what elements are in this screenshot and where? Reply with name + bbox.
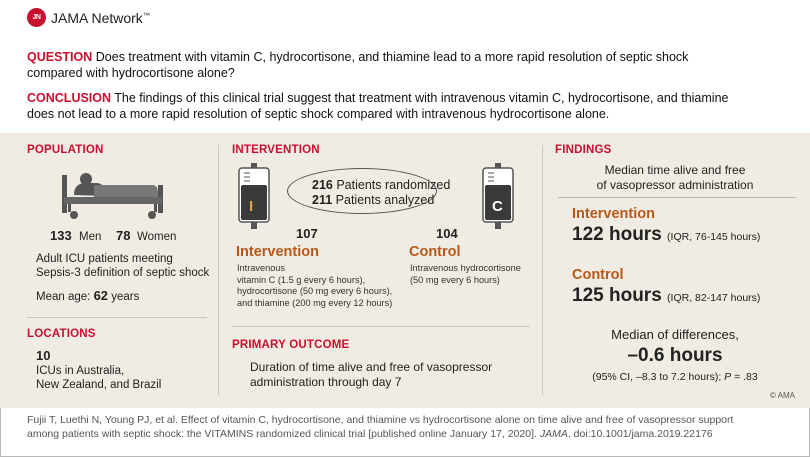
conclusion-line-1: The findings of this clinical trial suggest that treatment with intravenous vitamin C, hydrocortisone, and thiamine: [114, 91, 729, 105]
conclusion-line-2: does not lead to a more rapid resolution of septic shock compared with intravenous hydrocortisone alone.: [27, 107, 610, 121]
question-label: QUESTION: [27, 50, 93, 64]
findings-rule: [558, 197, 796, 198]
findings-intervention-value: 122 hours (IQR, 76-145 hours): [572, 224, 761, 245]
control-description: Intravenous hydrocortisone (50 mg every 6 hours): [410, 263, 521, 285]
women-label: Women: [137, 231, 177, 243]
iv-bag-intervention-icon: [236, 163, 272, 229]
question-block: [27, 49, 797, 81]
analyzed-row: 211 Patients analyzed: [312, 193, 435, 207]
jn-logo-icon: JN: [27, 8, 46, 27]
column-divider-2: [542, 145, 543, 395]
header: [0, 0, 810, 133]
findings-control-label: Control: [572, 267, 624, 283]
women-count: 78: [116, 228, 131, 243]
jama-network-logo[interactable]: [27, 8, 150, 27]
randomized-row: 216 Patients randomized: [312, 178, 451, 192]
men-label: Men: [79, 231, 102, 243]
question-line-1: Does treatment with vitamin C, hydrocortisone, and thiamine lead to a more rapid resolution of septic shock: [95, 50, 689, 64]
control-bag-letter: C: [492, 198, 503, 215]
citation: Fujii T, Luethi N, Young PJ, et al. Effect of vitamin C, hydrocortisone, and thiamine vs hydrocortisone alone on time alive and free of vasopressor support among patients with septic shock: the VITAMINS randomized clinical trial [published online January 17, 2020]. JAMA. doi:10.1001/jama.2019.22176: [27, 414, 734, 440]
conclusion-block: [27, 90, 797, 122]
population-locations-divider: [27, 317, 207, 318]
findings-title: FINDINGS: [555, 144, 612, 156]
findings-control-value: 125 hours (IQR, 82-147 hours): [572, 285, 761, 306]
control-n: 104: [436, 226, 458, 241]
intervention-title: INTERVENTION: [232, 144, 320, 156]
conclusion-label: CONCLUSION: [27, 91, 112, 105]
icu-count: 10: [36, 348, 51, 363]
findings-intervention-label: Intervention: [572, 206, 655, 222]
intervention-n: 107: [296, 226, 318, 241]
intervention-description: Intravenous vitamin C (1.5 g every 6 hours), hydrocortisone (50 mg every 6 hours), and thiamine (200 mg every 12 hours): [237, 263, 393, 308]
population-title: POPULATION: [27, 144, 104, 156]
mean-age: Mean age: 62 years: [36, 288, 140, 303]
median-differences-label: Median of differences,: [611, 327, 739, 342]
findings-subtitle: Median time alive and free of vasopressor administration: [596, 163, 754, 192]
question-line-2: compared with hydrocortisone alone?: [27, 66, 235, 80]
iv-bag-control-icon: [480, 163, 516, 229]
primary-outcome-text: Duration of time alive and free of vasopressor administration through day 7: [250, 360, 493, 389]
median-differences-value: –0.6 hours: [627, 345, 723, 366]
primary-outcome-title: PRIMARY OUTCOME: [232, 339, 350, 351]
men-count: 133: [50, 228, 72, 243]
median-differences-ci: (95% CI, –8.3 to 7.2 hours); P = .83: [592, 371, 758, 383]
locations-title: LOCATIONS: [27, 328, 96, 340]
copyright-notice: © AMA: [770, 391, 796, 400]
population-description: Adult ICU patients meeting Sepsis-3 definition of septic shock: [36, 253, 210, 279]
brand-name: JAMA Network™: [51, 9, 150, 26]
control-group-label: Control: [409, 244, 461, 260]
intervention-outcome-divider: [232, 326, 530, 327]
column-divider-1: [218, 145, 219, 395]
hospital-bed-icon: [60, 165, 170, 223]
locations-description: ICUs in Australia, New Zealand, and Brazil: [36, 365, 162, 391]
intervention-group-label: Intervention: [236, 244, 319, 260]
intervention-bag-letter: I: [249, 198, 254, 215]
